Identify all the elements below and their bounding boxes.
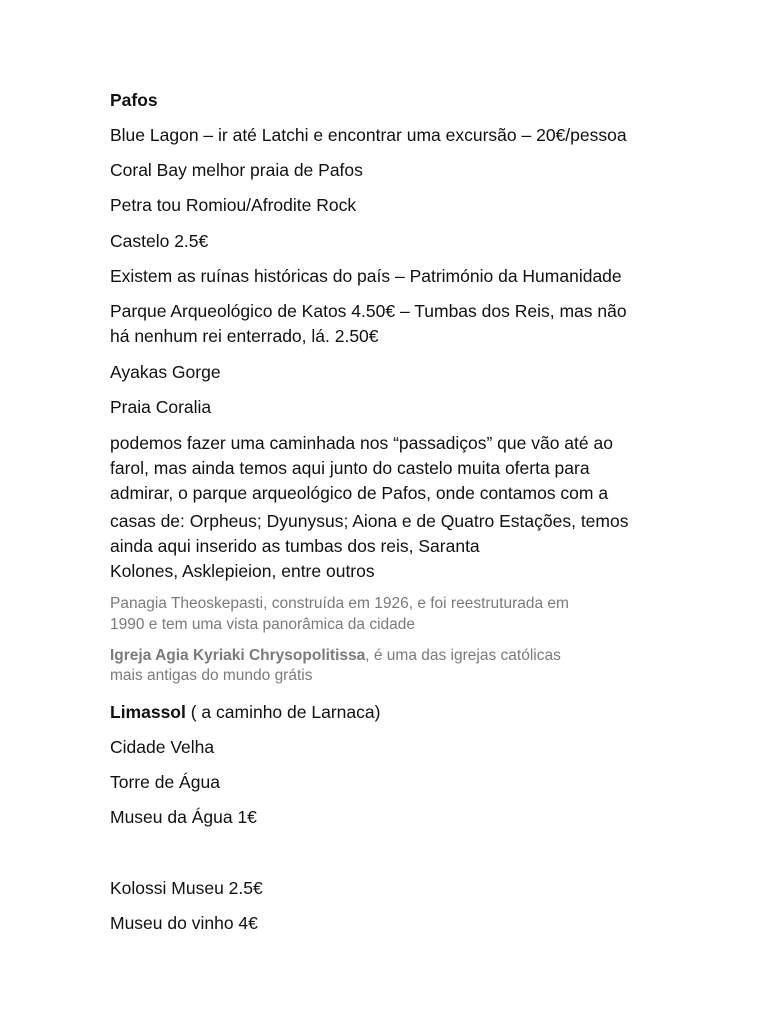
igreja-name: Igreja Agia Kyriaki Chrysopolitissa xyxy=(110,647,366,664)
pafos-paragraph-line: ainda aqui inserido as tumbas dos reis, Saranta xyxy=(110,536,480,556)
pafos-item-coralia: Praia Coralia xyxy=(110,397,212,417)
pafos-paragraph-line: farol, mas ainda temos aqui junto do castelo muita oferta para xyxy=(110,458,590,478)
igreja-line2: mais antigas do mundo grátis xyxy=(110,667,313,684)
pafos-item-petra-tou-romiou: Petra tou Romiou/Afrodite Rock xyxy=(110,195,357,215)
limassol-heading-note: ( a caminho de Larnaca) xyxy=(185,702,381,722)
pafos-paragraph-line: podemos fazer uma caminhada nos “passadiços” que vão até ao xyxy=(110,433,613,453)
igreja-description: , é uma das igrejas católicas xyxy=(365,647,561,664)
limassol-heading-line xyxy=(110,701,380,723)
pafos-item-katos-line1: Parque Arqueológico de Katos 4.50€ – Tumbas dos Reis, mas não xyxy=(110,301,627,321)
pafos-item-coral-bay: Coral Bay melhor praia de Pafos xyxy=(110,160,363,180)
pafos-item-katos-line2: há nenhum rei enterrado, lá. 2.50€ xyxy=(110,326,379,346)
pafos-item-ruinas: Existem as ruínas históricas do país – Património da Humanidade xyxy=(110,266,622,286)
panagia-line1: Panagia Theoskepasti, construída em 1926, e foi reestruturada em xyxy=(110,595,569,612)
limassol-item-kolossi: Kolossi Museu 2.5€ xyxy=(110,878,263,898)
limassol-item-museu-do-vinho: Museu do vinho 4€ xyxy=(110,913,258,933)
pafos-paragraph-line: casas de: Orpheus; Dyunysus; Aiona e de Quatro Estações, temos xyxy=(110,511,629,531)
limassol-item-museu-da-agua: Museu da Água 1€ xyxy=(110,807,257,827)
pafos-paragraph-line: admirar, o parque arqueológico de Pafos, onde contamos com a xyxy=(110,483,609,503)
pafos-paragraph-line: Kolones, Asklepieion, entre outros xyxy=(110,561,375,581)
limassol-heading: Limassol xyxy=(110,702,186,722)
panagia-line2: 1990 e tem uma vista panorâmica da cidade xyxy=(110,616,416,633)
limassol-item-torre-de-agua: Torre de Água xyxy=(110,772,220,792)
pafos-item-blue-lagon: Blue Lagon – ir até Latchi e encontrar uma excursão – 20€/pessoa xyxy=(110,125,627,145)
pafos-item-castelo: Castelo 2.5€ xyxy=(110,231,209,251)
limassol-item-cidade-velha: Cidade Velha xyxy=(110,737,215,757)
pafos-item-ayakas: Ayakas Gorge xyxy=(110,362,221,382)
igreja-line1 xyxy=(110,646,561,666)
pafos-heading: Pafos xyxy=(110,90,158,110)
